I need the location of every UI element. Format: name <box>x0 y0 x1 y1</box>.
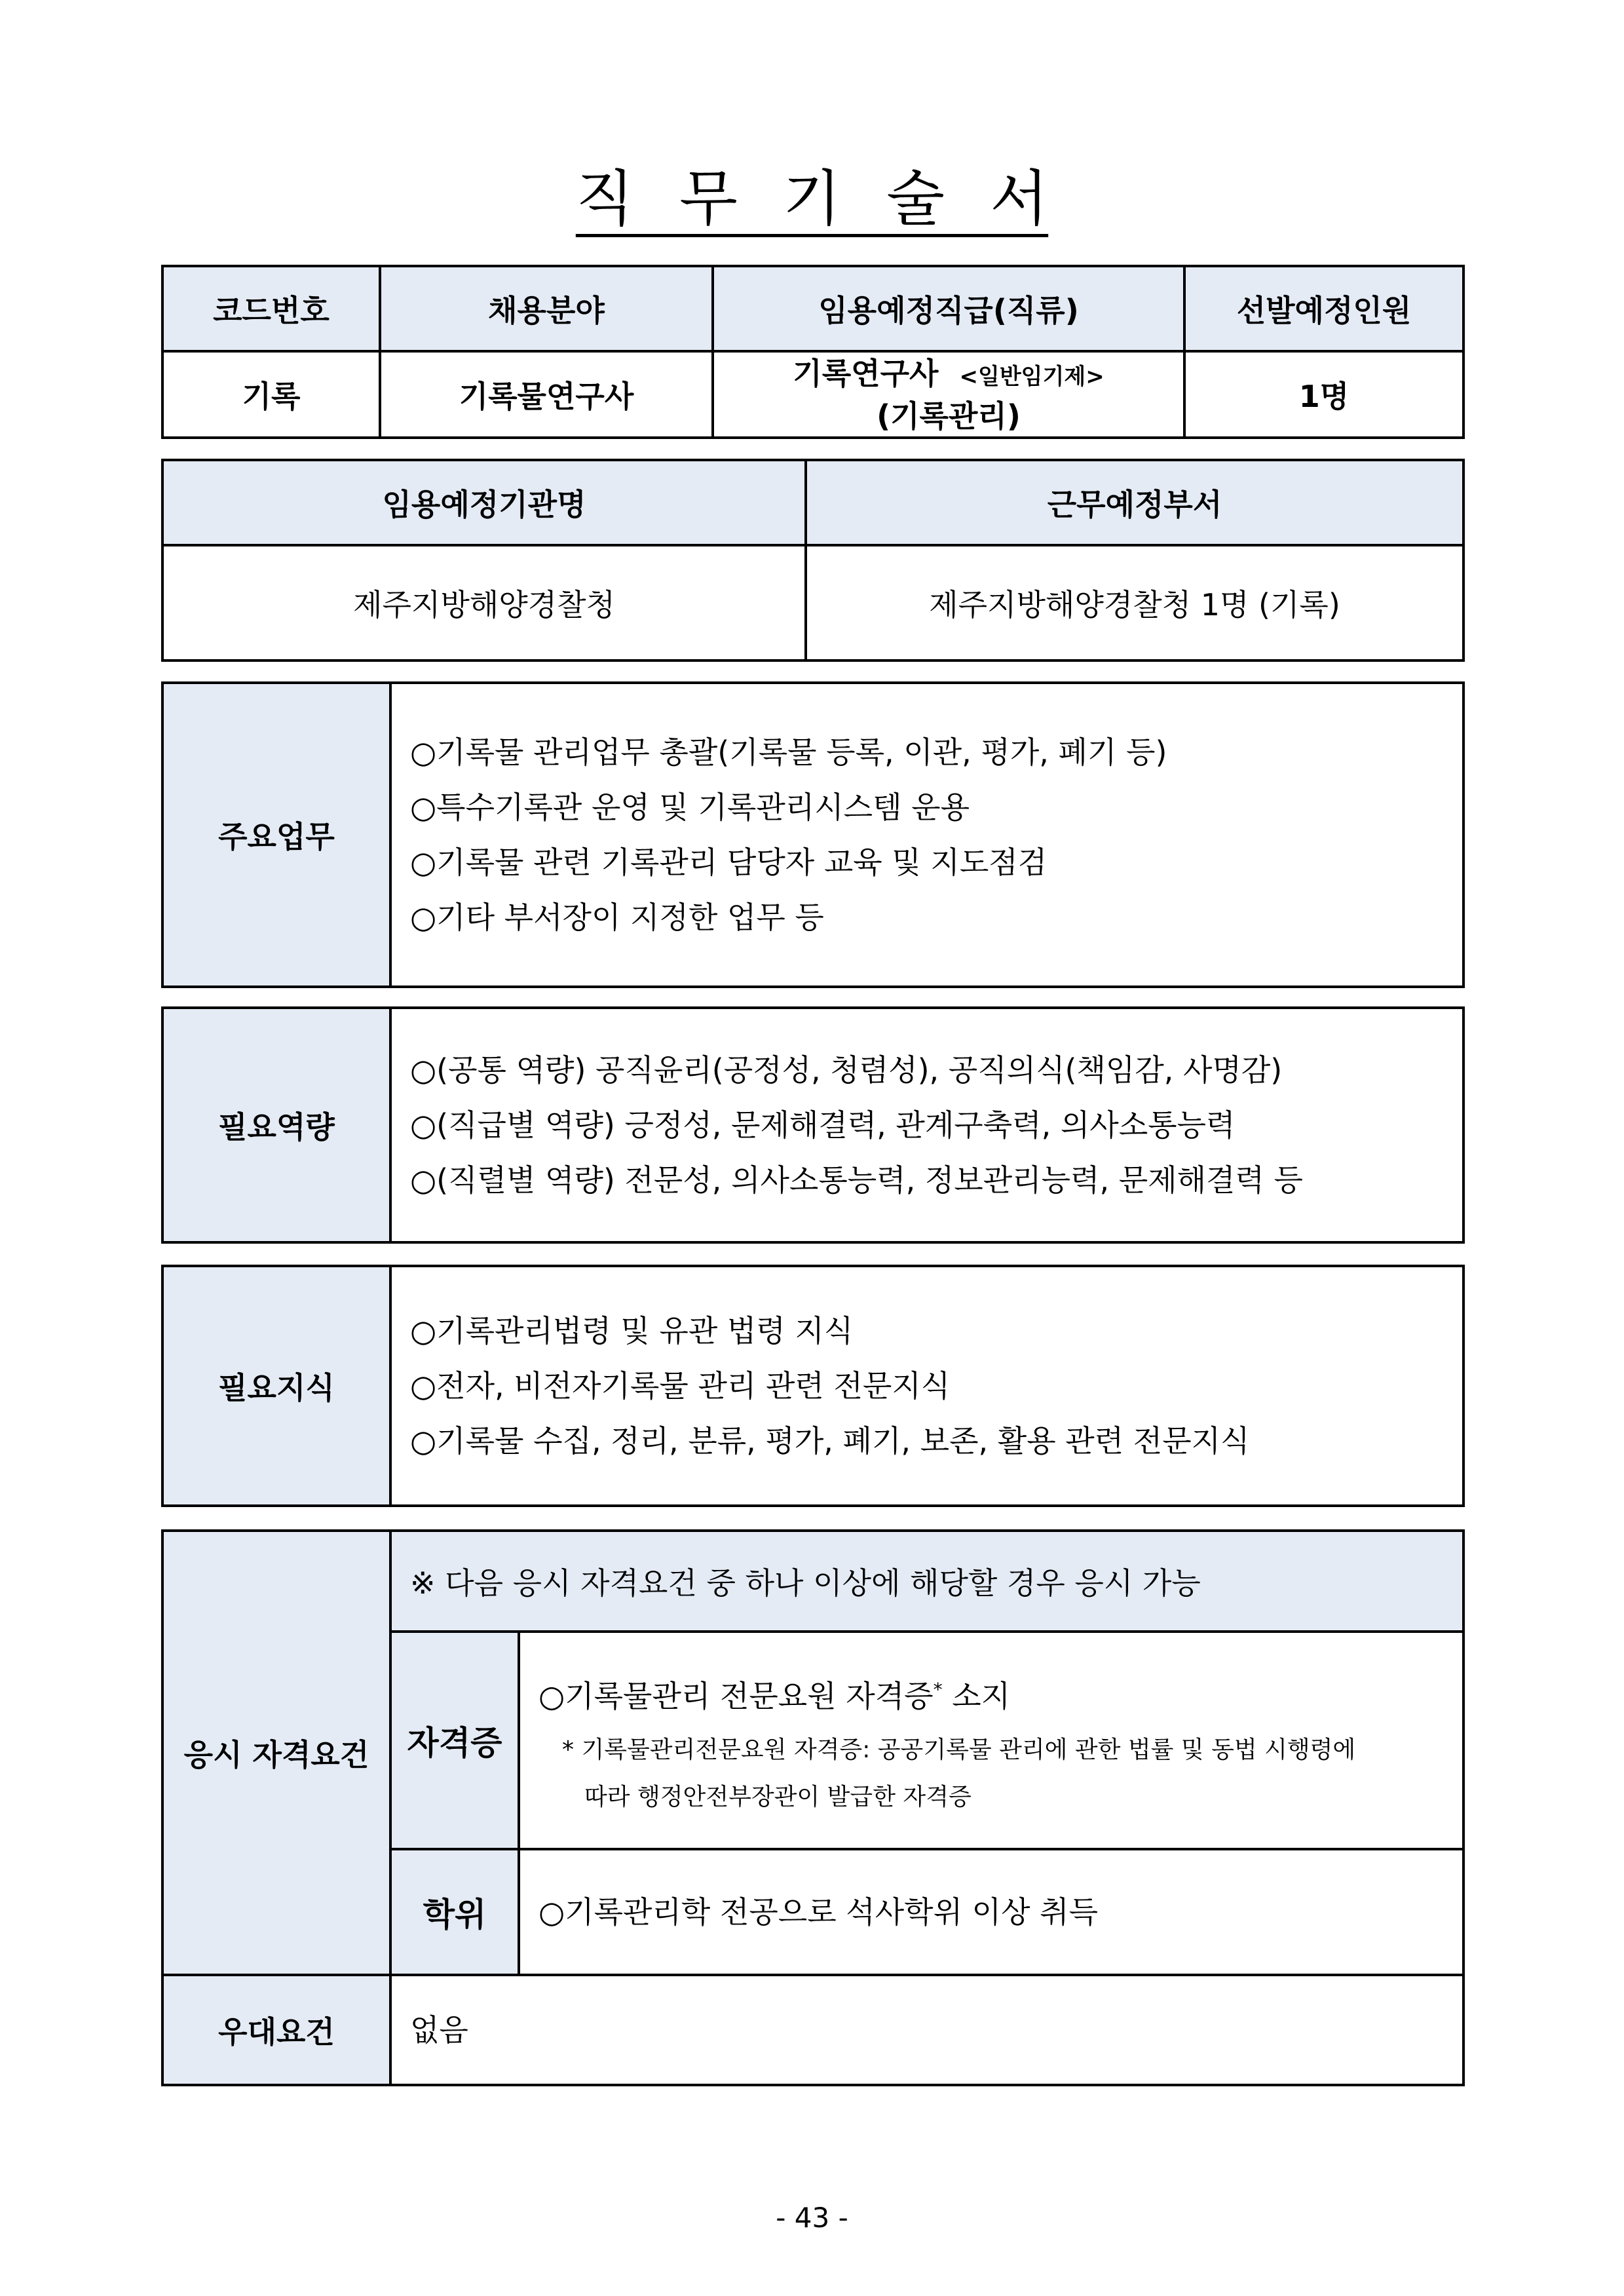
notice-text: ※ 다음 응시 자격요건 중 하나 이상에 해당할 경우 응시 가능 <box>410 1565 1201 1601</box>
header-grade: 임용예정직급(직류) <box>713 266 1184 351</box>
header-organization: 임용예정기관명 <box>162 460 806 545</box>
list-item: ○기록관리법령 및 유관 법령 지식 <box>410 1313 854 1349</box>
qualifications-notice <box>390 1531 1463 1632</box>
list-item: ○기록물 관련 기록관리 담당자 교육 및 지도점검 <box>410 845 1048 880</box>
position-table <box>161 265 1465 439</box>
grade-main: 기록연구사 <box>793 355 939 391</box>
cert-suffix: 소지 <box>942 1678 1011 1714</box>
cert-label: 자격증 <box>390 1632 519 1849</box>
cert-note-1: * 기록물관리전문요원 자격증: 공공기록물 관리에 관한 법률 및 동법 시행령에 <box>562 1736 1356 1763</box>
knowledge-label: 필요지식 <box>162 1266 390 1506</box>
preference-value: 없음 <box>390 1975 1463 2085</box>
duties-table <box>161 681 1465 988</box>
page-title <box>0 151 1624 234</box>
header-field: 채용분야 <box>380 266 713 351</box>
cert-item: ○기록물관리 전문요원 자격증 <box>538 1678 934 1714</box>
knowledge-list <box>390 1266 1463 1506</box>
header-code: 코드번호 <box>162 266 380 351</box>
duties-list <box>390 683 1463 987</box>
header-department: 근무예정부서 <box>806 460 1463 545</box>
cell-department: 제주지방해양경찰청 1명 (기록) <box>806 545 1463 660</box>
list-item: ○(공통 역량) 공직윤리(공정성, 청렴성), 공직의식(책임감, 사명감) <box>410 1052 1283 1088</box>
degree-label: 학위 <box>390 1849 519 1975</box>
page-title-text: 직 무 기 술 서 <box>575 164 1049 234</box>
list-item: ○(직렬별 역량) 전문성, 의사소통능력, 정보관리능력, 문제해결력 등 <box>410 1162 1303 1198</box>
qualifications-label: 응시 자격요건 <box>162 1531 390 1975</box>
duties-label: 주요업무 <box>162 683 390 987</box>
knowledge-table <box>161 1265 1465 1507</box>
grade-note: <일반임기제> <box>959 363 1105 390</box>
degree-item: ○기록관리학 전공으로 석사학위 이상 취득 <box>519 1849 1463 1975</box>
cell-grade <box>713 351 1184 438</box>
grade-sub: (기록관리) <box>877 398 1021 434</box>
cell-code: 기록 <box>162 351 380 438</box>
list-item: ○특수기록관 운영 및 기록관리시스템 운용 <box>410 790 970 825</box>
list-item: ○(직급별 역량) 긍정성, 문제해결력, 관계구축력, 의사소통능력 <box>410 1107 1236 1143</box>
competencies-label: 필요역량 <box>162 1008 390 1242</box>
list-item: ○기록물 관리업무 총괄(기록물 등록, 이관, 평가, 폐기 등) <box>410 735 1167 770</box>
cert-note-2: 따라 행정안전부장관이 발급한 자격증 <box>584 1783 972 1810</box>
list-item: ○기타 부서장이 지정한 업무 등 <box>410 900 824 935</box>
list-item: ○기록물 수집, 정리, 분류, 평가, 폐기, 보존, 활용 관련 전문지식 <box>410 1423 1250 1459</box>
cell-organization: 제주지방해양경찰청 <box>162 545 806 660</box>
cert-cell <box>519 1632 1463 1849</box>
qualifications-table <box>161 1529 1465 2086</box>
competencies-table <box>161 1006 1465 1244</box>
cell-count: 1명 <box>1184 351 1463 438</box>
competencies-list <box>390 1008 1463 1242</box>
organization-table <box>161 459 1465 662</box>
cell-field: 기록물연구사 <box>380 351 713 438</box>
page-number: - 43 - <box>776 2202 848 2234</box>
cert-mark: * <box>933 1679 943 1701</box>
list-item: ○전자, 비전자기록물 관리 관련 전문지식 <box>410 1368 951 1404</box>
header-count: 선발예정인원 <box>1184 266 1463 351</box>
preference-label: 우대요건 <box>162 1975 390 2085</box>
